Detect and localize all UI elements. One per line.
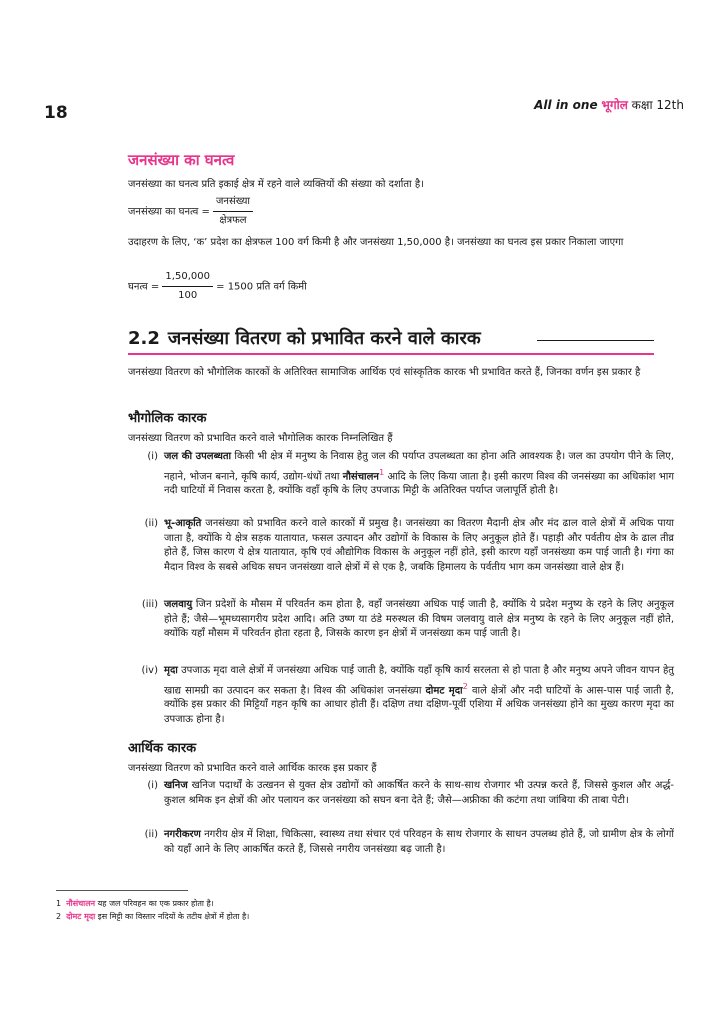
density-heading: जनसंख्या का घनत्व [128,151,235,169]
running-header [534,96,684,113]
item-text [164,779,674,808]
section-rule [537,340,654,341]
item-marker: (i) [147,451,158,462]
section-title-text: जनसंख्या वितरण को प्रभावित करने वाले कारक [167,328,481,349]
item-body: खनिज पदार्थों के उत्खनन से युक्त क्षेत्र उद्योगों को आकर्षित करने के साथ-साथ रोजगार भी उत्पन्न करते हैं, जिससे कुशल और अर्द्ध-कुशल श्रमिक इन क्षेत्रों की ओर पलायन कर जनसंख्या को सघन बना देते हैं; जैसे—अफ्रीका की कटंगा तथा जांबिया की ताबा पेटी। [164,780,674,806]
footnote-text: यह जल परिवहन का एक प्रकार होता है। [95,899,214,908]
footnote-number: 1 [56,899,62,908]
item-text [164,598,674,642]
footnote-number: 2 [56,912,62,921]
footnote-term: दोमट मृदा [66,912,96,921]
item-marker: (ii) [144,829,158,840]
formula-numerator: जनसंख्या [213,195,253,212]
item-text [164,828,674,857]
section-underline [128,353,654,355]
density-calculation [128,270,307,303]
item-term: नगरीकरण [164,829,201,840]
brand-subject: भूगोल [601,98,628,112]
item-term: भू-आकृति [164,518,202,529]
item-marker: (iii) [141,599,158,610]
item-text [164,450,674,499]
formula-fraction [213,195,253,228]
calc-lhs: घनत्व = [128,281,160,293]
section-intro: जनसंख्या वितरण को भौगोलिक कारकों के अतिरिक्त सामाजिक आर्थिक एवं सांस्कृतिक कारक भी प्रभावित करते हैं, जिनका वर्णन इस प्रकार है [128,367,641,378]
economic-intro: जनसंख्या वितरण को प्रभावित करने वाले आर्थिक कारक इस प्रकार हैं [128,763,377,774]
footnote-term: नौसंचालन [66,899,96,908]
density-example: उदाहरण के लिए, ‘क’ प्रदेश का क्षेत्रफल 100 वर्ग किमी है और जनसंख्या 1,50,000 है। जनसंख्या का घनत्व इस प्रकार निकाला जाएगा [128,237,624,248]
item-term: जल की उपलब्धता [164,451,232,462]
page-number: 18 [44,103,68,123]
section-title [128,326,481,350]
item-term: खनिज [164,780,188,791]
item-body: उपजाऊ मृदा वाले क्षेत्रों में जनसंख्या अधिक पाई जाती है, क्योंकि यहाँ कृषि कार्य सरलता से हो पाता है और मनुष्य अपने जीवन यापन हेतु खाद्य सामग्री का उत्पादन कर सकता है। विश्व की अधिकांश जनसंख्या [164,665,674,696]
item-text [164,664,674,727]
item-body-cont: वाले क्षेत्रों और नदी घाटियों के आस-पास पाई जाती है, क्योंकि इस प्रकार की मिट्टियाँ गहन कृषि का आधार होती हैं। दक्षिण तथा दक्षिण-पूर्वी एशिया में अधिक जनसंख्या होने का मुख्य कारण मृदा का उपजाऊ होना है। [164,684,674,725]
item-body-cont: आदि के लिए किया जाता है। इसी कारण विश्व की जनसंख्या का अधिकांश भाग नदी घाटियों में निवास करता है, क्योंकि वहाँ कृषि के लिए उपजाऊ मिट्टी के अतिरिक्त पर्याप्त जलापूर्ति होती है। [164,470,674,497]
section-number: 2.2 [128,328,160,349]
item-term: जलवायु [164,599,193,610]
geographic-intro: जनसंख्या वितरण को प्रभावित करने वाले भौगोलिक कारक निम्नलिखित हैं [128,433,393,444]
footnote-divider [56,890,188,891]
item-body: जनसंख्या को प्रभावित करने वाले कारकों में प्रमुख है। जनसंख्या का वितरण मैदानी क्षेत्र और मंद ढाल वाले क्षेत्रों में अधिक पाया जाता है, क्योंकि ये क्षेत्र सड़क यातायात, फसल उत्पादन और उद्योगों के विकास के लिए अनुकूल होते हैं। पहाड़ी और पर्वतीय क्षेत्र के ढाल तीव्र होते हैं, जिस कारण ये क्षेत्र यातायात, कृषि एवं औद्योगिक विकास के अनुकूल नहीं होते, इसी कारण यहाँ जनसंख्या कम पाई जाती है। गंगा का मैदान विश्व के सबसे अधिक सघन जनसंख्या वाले क्षेत्रों में से एक है, जबकि हिमालय के पर्वतीय भाग कम जनसंख्या वाले क्षेत्र हैं। [164,518,674,573]
density-formula [128,195,253,228]
item-term: मृदा [164,665,178,676]
calc-numerator: 1,50,000 [162,270,213,287]
formula-lhs: जनसंख्या का घनत्व = [128,206,210,218]
footnote-ref: 2 [462,680,468,691]
item-term-inline: नौसंचालन [342,470,379,482]
footnote [56,911,249,923]
geographic-heading: भौगोलिक कारक [128,411,207,426]
item-body: किसी भी क्षेत्र में मनुष्य के निवास हेतु जल की पर्याप्त उपलब्धता का होना अति आवश्यक है। जल का उपयोग पीने के लिए, नहाने, भोजन बनाने, कृषि कार्य, उद्योग-धंधों तथा [164,451,675,482]
item-term-inline: दोमट मृदा [425,684,463,696]
item-body: जिन प्रदेशों के मौसम में परिवर्तन कम होता है, वहाँ जनसंख्या अधिक पाई जाती है, क्योंकि ये प्रदेश मनुष्य के रहने के लिए अनुकूल होते हैं; जैसे—भूमध्यसागरीय प्रदेश आदि। अति उष्ण या ठंडे मरुस्थल की विषम जलवायु वाले क्षेत्र मनुष्य के रहने के लिए अनुकूल नहीं होते, क्योंकि यहाँ मौसम में परिवर्तन होता रहता है, जिसके कारण इन क्षेत्रों में जनसंख्या कम पाई जाती है। [164,599,674,639]
density-intro: जनसंख्या का घनत्व प्रति इकाई क्षेत्र में रहने वाले व्यक्तियों की संख्या को दर्शाता है। [128,179,424,190]
item-text [164,517,674,575]
calc-denominator: 100 [178,289,198,301]
calc-rhs: = 1500 प्रति वर्ग किमी [216,281,307,293]
footnote-text: इस मिट्टी का विस्तार नदियों के तटीय क्षेत्रों में होता है। [95,912,250,921]
calc-fraction [162,270,213,303]
formula-denominator: क्षेत्रफल [219,214,247,226]
brand-logo: All in one [534,98,598,112]
item-marker: (ii) [144,518,158,529]
brand-class: कक्षा 12th [631,98,684,112]
item-marker: (i) [147,780,158,791]
economic-heading: आर्थिक कारक [128,741,197,756]
footnote-ref: 1 [378,466,385,477]
footnote [56,898,214,910]
item-body: नगरीय क्षेत्र में शिक्षा, चिकित्सा, स्वास्थ्य तथा संचार एवं परिवहन के साथ रोजगार के साधन उपलब्ध होते हैं, जो ग्रामीण क्षेत्र के लोगों को यहाँ आने के लिए आकर्षित करते हैं, जिससे नगरीय जनसंख्या बढ़ जाती है। [164,829,674,855]
item-marker: (iv) [141,665,158,676]
